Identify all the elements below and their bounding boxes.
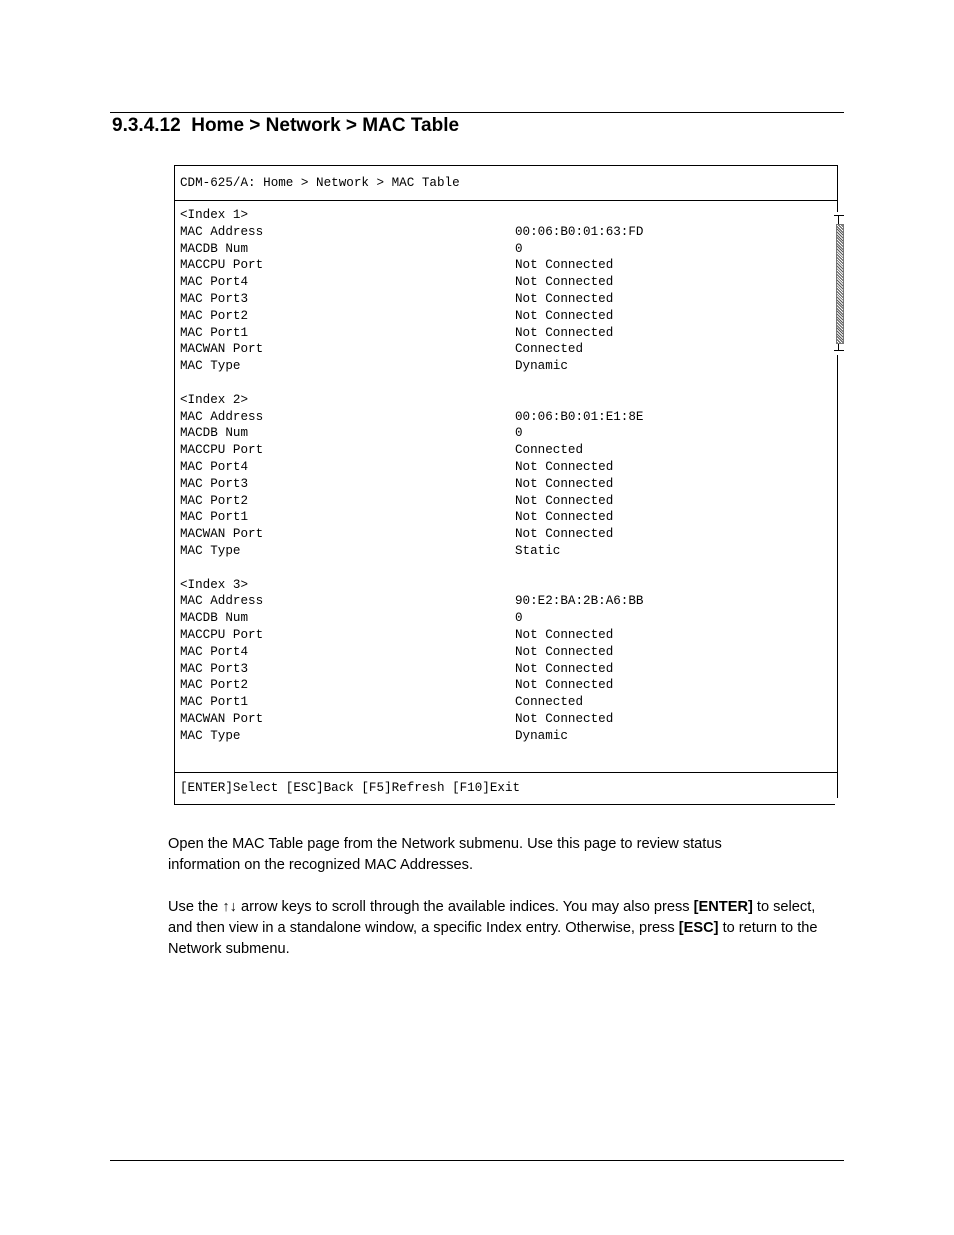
field-value: Not Connected	[515, 678, 614, 693]
field-value: Dynamic	[515, 359, 568, 374]
mac-table-row	[180, 728, 820, 745]
terminal-bottom-border	[174, 804, 835, 805]
scrollbar-thumb[interactable]	[836, 224, 844, 344]
field-label: MAC Address	[180, 594, 264, 609]
field-label: MACDB Num	[180, 611, 249, 626]
mac-table-row	[180, 241, 820, 258]
footer-rule	[110, 1160, 844, 1161]
field-value: Not Connected	[515, 510, 614, 525]
mac-table-row	[180, 325, 820, 342]
mac-table-row	[180, 476, 820, 493]
field-value: Not Connected	[515, 661, 614, 676]
field-label: MAC Type	[180, 543, 241, 558]
field-value: 00:06:B0:01:63:FD	[515, 224, 644, 239]
field-label: MACCPU Port	[180, 258, 264, 273]
field-label: MAC Port3	[180, 291, 249, 306]
field-label: MAC Port4	[180, 459, 249, 474]
intro-line-2: information on the recognized MAC Addresses.	[168, 857, 474, 873]
field-label: MAC Port3	[180, 661, 249, 676]
esc-key-label: [ESC]	[678, 920, 719, 936]
mac-table-row	[180, 409, 820, 426]
field-label: MACWAN Port	[180, 711, 264, 726]
field-label: MACCPU Port	[180, 443, 264, 458]
field-label: MAC Port1	[180, 695, 249, 710]
field-value: Not Connected	[515, 493, 614, 508]
intro-paragraph	[168, 834, 838, 876]
usage-text-2: arrow keys to scroll through the available indices. You may also press	[236, 899, 694, 915]
field-label: MAC Port4	[180, 275, 249, 290]
terminal-window	[174, 165, 838, 805]
scrollbar[interactable]	[834, 215, 844, 351]
index-header[interactable]: <Index 1>	[180, 208, 249, 222]
arrow-keys-icon: ↑↓	[222, 899, 237, 915]
field-label: MAC Type	[180, 359, 241, 374]
mac-table-row	[180, 358, 820, 375]
mac-table-row	[180, 677, 820, 694]
mac-table-row	[180, 711, 820, 728]
field-value: Not Connected	[515, 476, 614, 491]
field-label: MACWAN Port	[180, 527, 264, 542]
mac-table-row	[180, 493, 820, 510]
mac-table-row	[180, 661, 820, 678]
field-value: 0	[515, 426, 523, 441]
section-heading: 9.3.4.12 Home > Network > MAC Table	[112, 115, 460, 136]
terminal-title: CDM-625/A: Home > Network > MAC Table	[180, 176, 460, 190]
field-value: Not Connected	[515, 459, 614, 474]
mac-table-row	[180, 459, 820, 476]
field-value: Not Connected	[515, 308, 614, 323]
mac-table-row	[180, 442, 820, 459]
field-label: MACCPU Port	[180, 627, 264, 642]
field-label: MACDB Num	[180, 426, 249, 441]
mac-table-row	[180, 509, 820, 526]
field-value: Not Connected	[515, 711, 614, 726]
mac-table-row	[180, 274, 820, 291]
field-value: Connected	[515, 443, 584, 458]
mac-table-row	[180, 627, 820, 644]
field-label: MAC Port2	[180, 308, 249, 323]
blank-line	[180, 560, 820, 577]
field-label: MACDB Num	[180, 241, 249, 256]
field-value: Dynamic	[515, 728, 568, 743]
scrollbar-bottom-cap	[834, 350, 844, 351]
field-value: Not Connected	[515, 527, 614, 542]
mac-table-row	[180, 341, 820, 358]
terminal-title-divider	[175, 200, 837, 201]
terminal-keys-hint: [ENTER]Select [ESC]Back [F5]Refresh [F10]Exit	[180, 781, 521, 795]
mac-table-row	[180, 526, 820, 543]
terminal-right-border-lower	[837, 355, 838, 798]
field-label: MAC Port2	[180, 678, 249, 693]
enter-key-label: [ENTER]	[693, 899, 753, 915]
field-value: Not Connected	[515, 325, 614, 340]
usage-text-3: to select, and then view in a standalone window, a specific Index entry. Otherwise, press	[168, 899, 816, 936]
mac-table-row	[180, 610, 820, 627]
field-label: MAC Port3	[180, 476, 249, 491]
mac-table-row	[180, 224, 820, 241]
terminal-footer-divider	[175, 772, 837, 773]
index-header[interactable]: <Index 2>	[180, 392, 249, 407]
field-value: 0	[515, 241, 523, 256]
usage-text-4: to return to the Network submenu.	[168, 920, 818, 957]
mac-table-row	[180, 644, 820, 661]
usage-text-1: Use the	[168, 899, 223, 915]
mac-table-row	[180, 257, 820, 274]
field-value: 90:E2:BA:2B:A6:BB	[515, 594, 644, 609]
field-label: MAC Port1	[180, 510, 249, 525]
field-label: MAC Type	[180, 728, 241, 743]
field-value: Not Connected	[515, 291, 614, 306]
mac-table-list[interactable]	[180, 207, 820, 745]
field-value: Static	[515, 543, 561, 558]
field-value: 00:06:B0:01:E1:8E	[515, 409, 644, 424]
mac-table-row	[180, 694, 820, 711]
field-label: MAC Address	[180, 224, 264, 239]
intro-line-1: Open the MAC Table page from the Network submenu. Use this page to review status	[168, 836, 722, 852]
field-value: 0	[515, 611, 523, 626]
index-header[interactable]: <Index 3>	[180, 577, 249, 592]
field-value: Connected	[515, 342, 584, 357]
blank-line	[180, 375, 820, 392]
field-label: MAC Port1	[180, 325, 249, 340]
mac-table-row	[180, 308, 820, 325]
mac-table-row	[180, 425, 820, 442]
field-value: Not Connected	[515, 644, 614, 659]
field-value: Not Connected	[515, 627, 614, 642]
mac-table-row	[180, 543, 820, 560]
mac-table-row	[180, 593, 820, 610]
field-label: MAC Port4	[180, 644, 249, 659]
field-label: MACWAN Port	[180, 342, 264, 357]
terminal-right-border	[837, 165, 838, 212]
field-label: MAC Address	[180, 409, 264, 424]
field-label: MAC Port2	[180, 493, 249, 508]
mac-table-row	[180, 291, 820, 308]
field-value: Connected	[515, 695, 584, 710]
field-value: Not Connected	[515, 275, 614, 290]
usage-paragraph	[168, 897, 838, 960]
field-value: Not Connected	[515, 258, 614, 273]
scrollbar-top-cap	[834, 215, 844, 216]
